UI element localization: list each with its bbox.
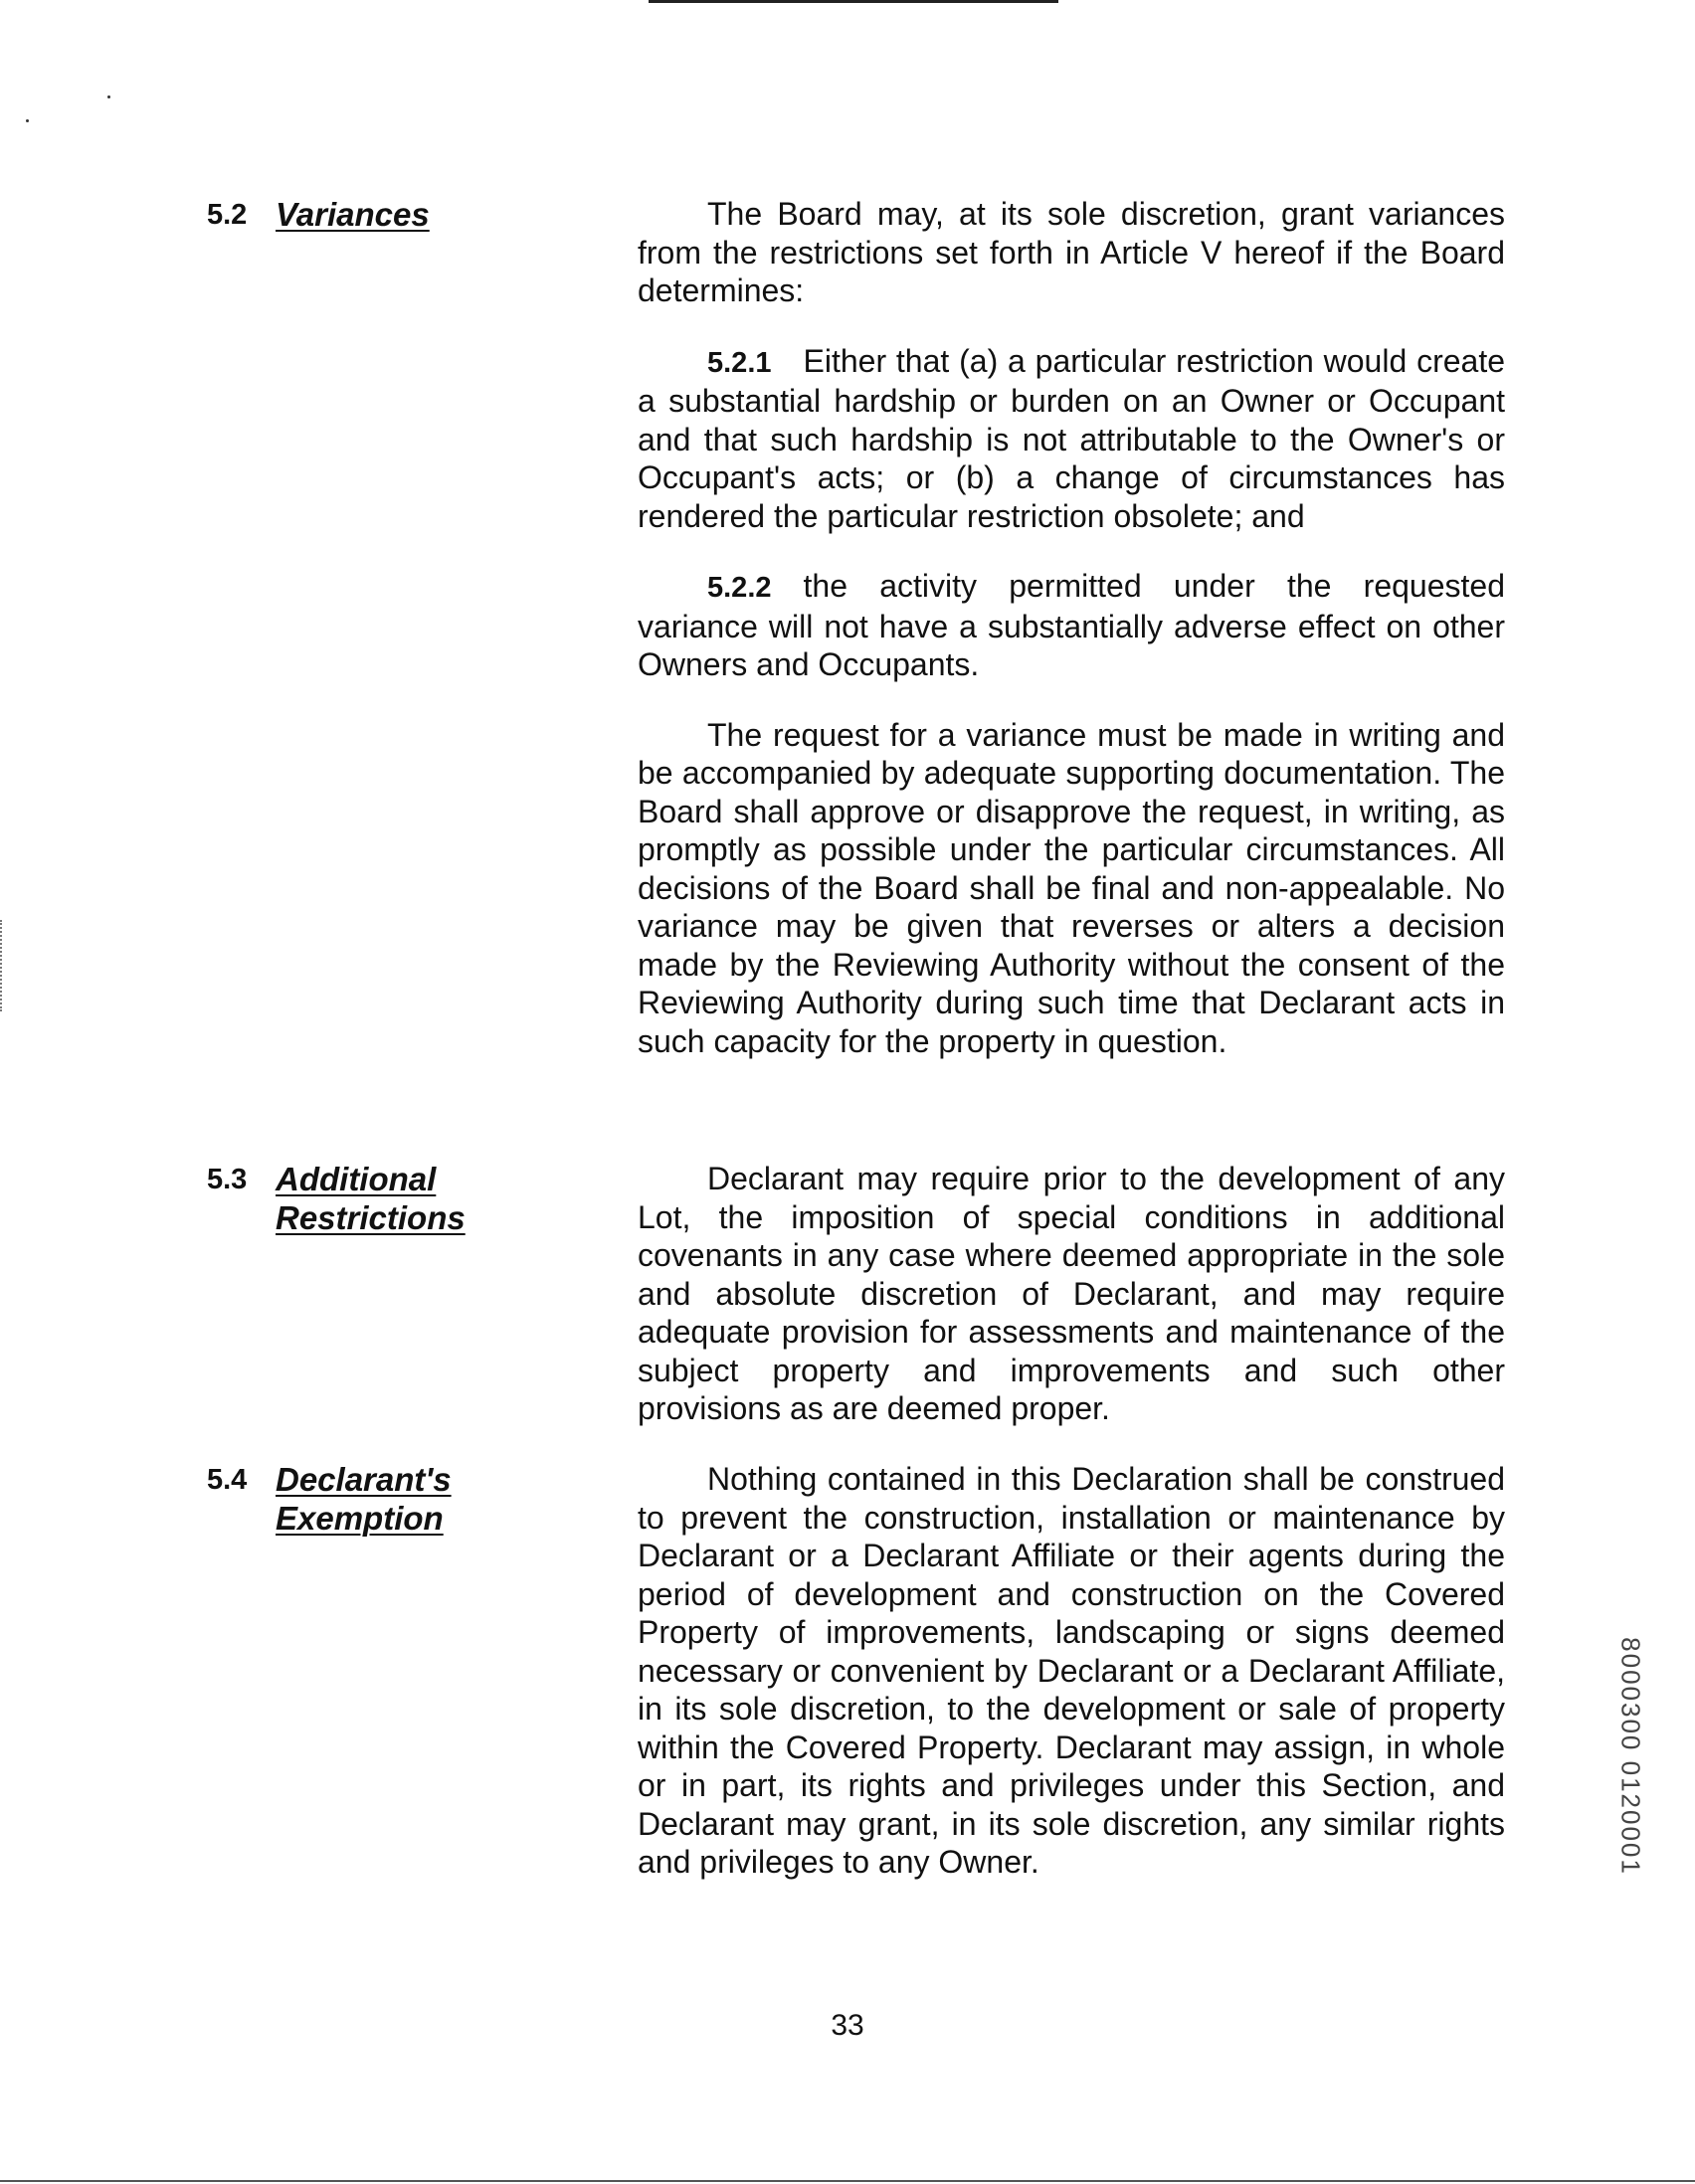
paragraph bbox=[638, 195, 1505, 310]
section-number: 5.2 bbox=[207, 199, 248, 231]
section-title-line: Additional bbox=[276, 1161, 437, 1197]
scan-left-edge bbox=[0, 920, 5, 1011]
side-stamp-text: 8000300 0120001 bbox=[1615, 1637, 1646, 1876]
section-title-line: Restrictions bbox=[276, 1199, 466, 1236]
paragraph-text: Either that (a) a particular restriction would create a substantial hardship or burden on an Owner or Occupant and that such hardship is not attributable to the Owner's or Occupant's acts; or (b) a change of circumstances has rendered the particular restriction obsolete; and bbox=[638, 342, 1505, 534]
subsection-5-2-2 bbox=[638, 567, 1505, 684]
page-number: 33 bbox=[831, 2009, 864, 2042]
subsection-number: 5.2.1 bbox=[707, 346, 772, 379]
side-stamp bbox=[1615, 1606, 1645, 1907]
paragraph-text: The Board may, at its sole discretion, grant variances from the restrictions set forth in Article V hereof if the Board determines: bbox=[638, 196, 1505, 308]
section-title-line: Exemption bbox=[276, 1500, 444, 1537]
scan-top-rule bbox=[649, 0, 1058, 3]
scan-bottom-edge bbox=[0, 2180, 1695, 2182]
section-body bbox=[638, 1460, 1505, 1882]
paragraph bbox=[638, 1460, 1505, 1882]
paragraph-text: the activity permitted under the requested variance will not have a substantially adverse effect on other Owners and Occupants. bbox=[638, 568, 1505, 682]
paragraph-text: Declarant may require prior to the development of any Lot, the imposition of special conditions in additional covenants in any case where deemed appropriate in the sole and absolute discretion of Declarant, and may require adequate provision for assessments and maintenance of the subject property and improvements and such other provisions as are deemed proper. bbox=[638, 1161, 1505, 1426]
section-body bbox=[638, 195, 1505, 1060]
section-number: 5.3 bbox=[207, 1164, 248, 1195]
section-title: Variances bbox=[276, 196, 430, 233]
paragraph-text: The request for a variance must be made in writing and be accompanied by adequate supporting documentation. The Board shall approve or disapprove the request, in writing, as promptly as possible under the particular circumstances. All decisions of the Board shall be final and non-appealable. No variance may be given that reverses or alters a decision made by the Reviewing Authority without the consent of the Reviewing Authority during such time that Declarant acts in such capacity for the property in question. bbox=[638, 716, 1505, 1059]
scan-speck bbox=[26, 119, 29, 122]
subsection-5-2-1 bbox=[638, 342, 1505, 536]
section-number: 5.4 bbox=[207, 1464, 248, 1496]
scan-speck bbox=[107, 95, 110, 98]
section-title-line: Declarant's bbox=[276, 1461, 452, 1498]
paragraph bbox=[638, 716, 1505, 1061]
subsection-number: 5.2.2 bbox=[707, 572, 772, 604]
paragraph-text: Nothing contained in this Declaration shall be construed to prevent the construction, installation or maintenance by Declarant or a Declarant Affiliate or their agents during the period of development and construction on the Covered Property of improvements, landscaping or signs deemed necessary or convenient by Declarant or a Declarant Affiliate, in its sole discretion, to the development or sale of property within the Covered Property. Declarant may assign, in whole or in part, its rights and privileges under this Section, and Declarant may grant, in its sole discretion, any similar rights and privileges to any Owner. bbox=[638, 1461, 1505, 1880]
section-body bbox=[638, 1160, 1505, 1428]
paragraph bbox=[638, 1160, 1505, 1428]
section-title bbox=[276, 1460, 452, 1538]
section-title bbox=[276, 1160, 466, 1237]
